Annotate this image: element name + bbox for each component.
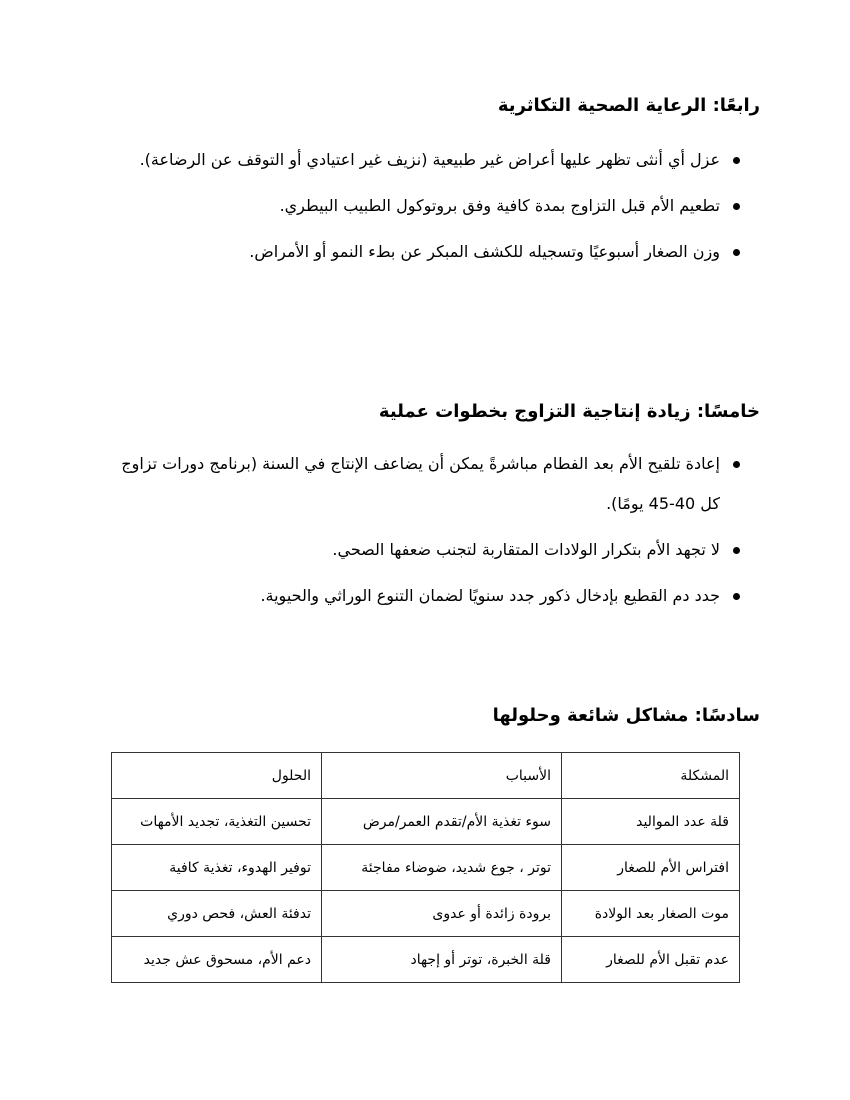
table-row — [112, 891, 740, 937]
list-item: تطعيم الأم قبل التزاوج بمدة كافية وفق بروتوكول الطبيب البيطري. — [125, 186, 740, 226]
list-item: جدد دم القطيع بإدخال ذكور جدد سنويًا لضمان التنوع الوراثي والحيوية. — [105, 576, 740, 616]
table-cell: قلة عدد المواليد — [562, 799, 740, 845]
table-header-cell: المشكلة — [562, 753, 740, 799]
table-cell: قلة الخبرة، توتر أو إجهاد — [322, 937, 562, 983]
table-cell: عدم تقبل الأم للصغار — [562, 937, 740, 983]
table-cell: موت الصغار بعد الولادة — [562, 891, 740, 937]
table-cell: تدفئة العش، فحص دوري — [112, 891, 322, 937]
table-cell: سوء تغذية الأم/تقدم العمر/مرض — [322, 799, 562, 845]
section-heading-common-problems: سادسًا: مشاكل شائعة وحلولها — [492, 705, 760, 726]
table-cell: توفير الهدوء، تغذية كافية — [112, 845, 322, 891]
bullet-list-breeding-productivity — [105, 444, 740, 616]
list-item: إعادة تلقيح الأم بعد الفطام مباشرةً يمكن أن يضاعف الإنتاج في السنة (برنامج دورات تزاوج كل 40-45 يومًا). — [105, 444, 740, 524]
bullet-list-reproductive-care — [125, 140, 740, 272]
table-row — [112, 799, 740, 845]
table-header-row — [112, 753, 740, 799]
table-cell: دعم الأم، مسحوق عش جديد — [112, 937, 322, 983]
table-row — [112, 845, 740, 891]
table-cell: برودة زائدة أو عدوى — [322, 891, 562, 937]
problems-table — [111, 752, 740, 983]
table-header-cell: الأسباب — [322, 753, 562, 799]
list-item: عزل أي أنثى تظهر عليها أعراض غير طبيعية (نزيف غير اعتيادي أو التوقف عن الرضاعة). — [125, 140, 740, 180]
table-cell: توتر ، جوع شديد، ضوضاء مفاجئة — [322, 845, 562, 891]
section-heading-reproductive-care: رابعًا: الرعاية الصحية التكاثرية — [497, 95, 760, 116]
list-item: وزن الصغار أسبوعيًا وتسجيله للكشف المبكر عن بطء النمو أو الأمراض. — [125, 232, 740, 272]
list-item: لا تجهد الأم بتكرار الولادات المتقاربة لتجنب ضعفها الصحي. — [105, 530, 740, 570]
table-header-cell: الحلول — [112, 753, 322, 799]
table-cell: افتراس الأم للصغار — [562, 845, 740, 891]
section-heading-breeding-productivity: خامسًا: زيادة إنتاجية التزاوج بخطوات عملية — [378, 401, 760, 422]
table-row — [112, 937, 740, 983]
table-cell: تحسين التغذية، تجديد الأمهات — [112, 799, 322, 845]
